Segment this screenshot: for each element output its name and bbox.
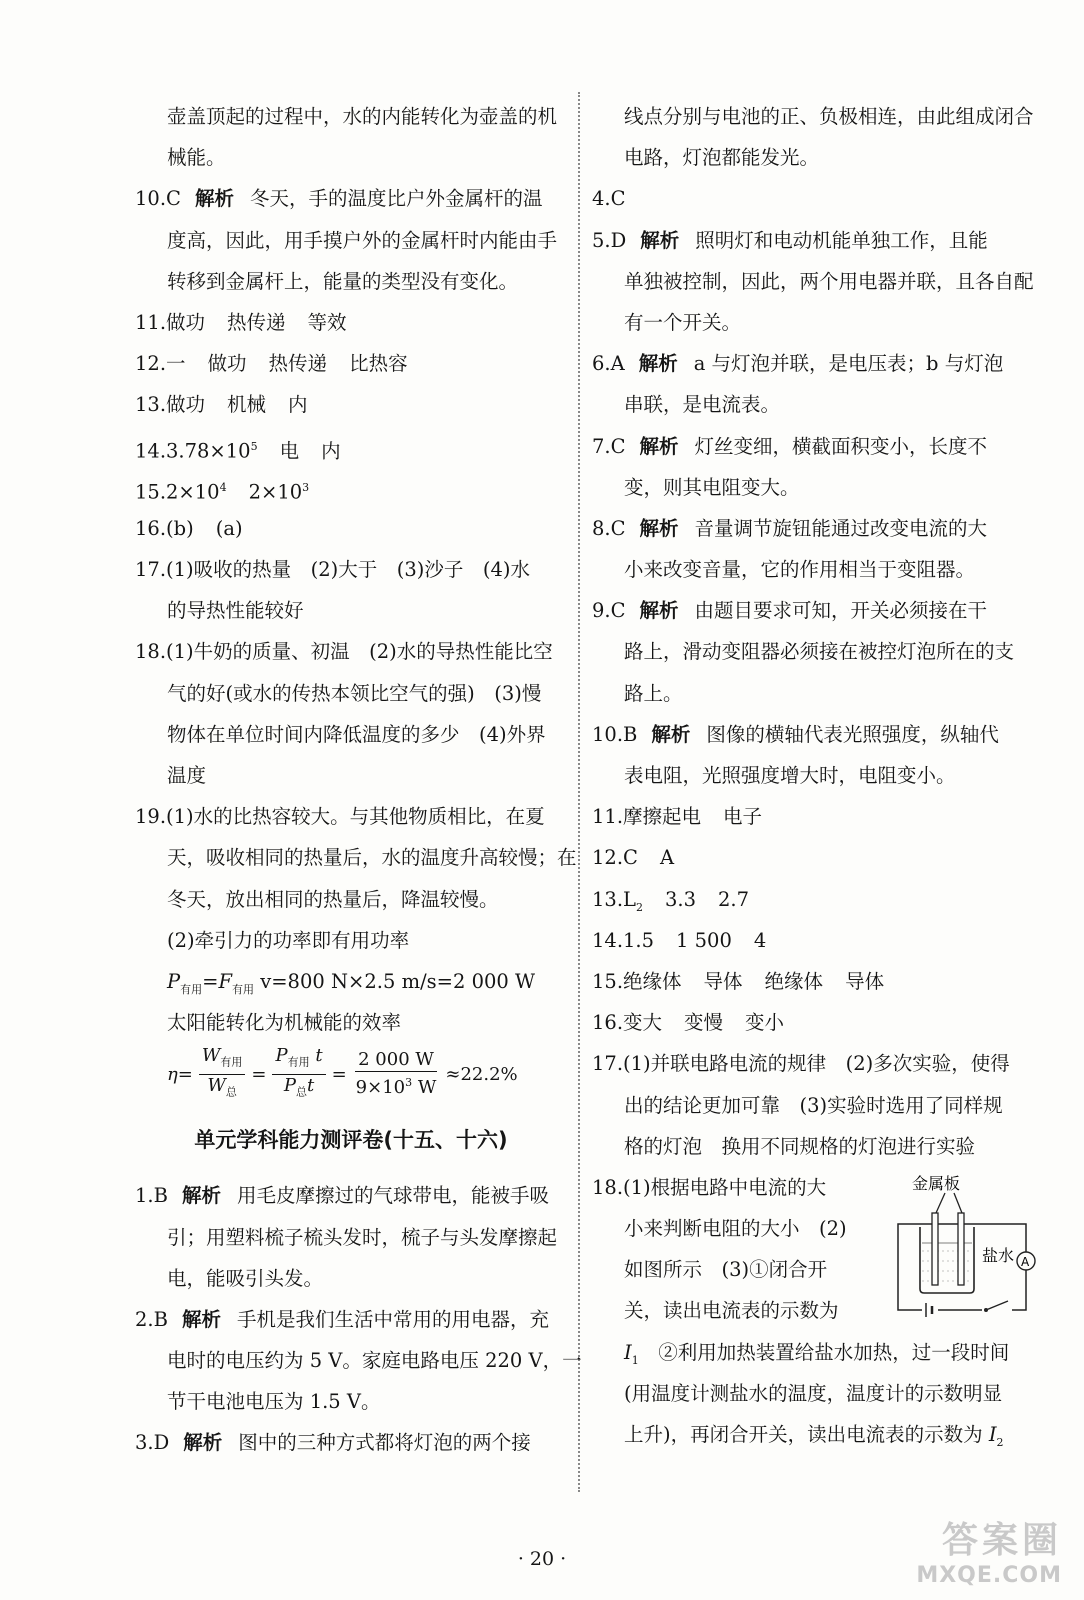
page-number: · 20 · [517,1548,567,1570]
answer-q12: 12.一 做功 热传递 比热容 [135,352,408,376]
answer-s6: 6.A 解析 a 与灯泡并联，是电压表；b 与灯泡 串联，是电流表。 [592,352,1004,417]
answer-s16: 16.变大 变慢 变小 [592,1011,785,1035]
answer-s11: 11.摩擦起电 电子 [592,805,763,829]
beaker [920,1227,974,1293]
answer-s13: $13.L_2$ 3.3 2.7 [592,887,749,914]
text-line: 械能。 [167,146,226,170]
answer-s4: 4.C [592,187,626,211]
text-line: 冬天，手的温度比户外金属杆的温 [249,187,543,211]
analysis-keyword: 解析 [181,1307,221,1331]
answer-s14: 14.1.5 1 500 4 [592,928,767,952]
left-column [135,96,582,1464]
text-line: 度高，因此，用手摸户外的金属杆时内能由手 [167,228,558,252]
section-title: 单元学科能力测评卷(十五、十六) [194,1128,508,1153]
metal-plate-right [958,1213,964,1285]
efficiency-equation: η= $\frac{W_{有用}}{W_总}$ = $\frac{P_{有用} t}{P_总t}$ = $\frac{2 000 W}{9\times 10^3 W}$ ≈22.2% [167,1045,518,1099]
answer-q11: 11.做功 热传递 等效 [135,310,347,334]
answer-q19: 19.(1)水的比热容较大。与其他物质相比，在夏 天，吸收相同的热量后，水的温度升高较慢；在 冬天，放出相同的热量后，降温较慢。 (2)牵引力的功率即有用功率 $P_{有用}=F_{有用}$ v=800 N×2.5 m/s=2 000 W 太阳能转化为机械能的效率 η= $\frac{W_{有用}}{W_总}$ = $\frac{P_{有用} t}{P_总t}$ = $\frac{2 000 W}{9\times 10^3 W}$ ≈22.2% [135,796,567,1105]
analysis-keyword: 解析 [194,187,234,211]
analysis-keyword: 解析 [181,1184,221,1208]
metal-plate-label: 金属板 [912,1173,961,1193]
text-line: 线点分别与电池的正、负极相连，由此组成闭合 [624,105,1034,128]
analysis-keyword: 解析 [638,352,678,376]
text-line: 转移到金属杆上，能量的类型没有变化。 [167,269,519,293]
answer-s9: 9.C 解析 由题目要求可知，开关必须接在干 路上，滑动变阻器必须接在被控灯泡所在的支 路上。 [592,599,1015,705]
analysis-keyword: 解析 [640,228,680,252]
ammeter-label: A [1021,1254,1030,1269]
salt-water-label: 盐水 [982,1245,1015,1265]
answer-q18: 18.(1)牛奶的质量、初温 (2)水的导热性能比空 气的好(或水的传热本领比空气的强) (3)慢 物体在单位时间内降低温度的多少 (4)外界 温度 [135,640,553,787]
answer-q17: 17.(1)吸收的热量 (2)大于 (3)沙子 (4)水 的导热性能较好 [135,558,531,623]
answer-q16: 16.(b) (a) [135,516,243,540]
text-line: 电路，灯泡都能发光。 [624,146,820,170]
answer-s5: 5.D 解析 照明灯和电动机能单独工作，且能 单独被控制，因此，两个用电器并联，且各自配 有一个开关。 [592,228,1034,334]
answer-s8: 8.C 解析 音量调节旋钮能通过改变电流的大 小来改变音量，它的作用相当于变阻器。 [592,516,988,582]
circuit-diagram [890,1169,1040,1329]
answer-s7: 7.C 解析 灯丝变细，横截面积变小，长度不 变，则其电阻变大。 [592,434,988,499]
power-equation: $P_{有用}=F_{有用}$ v=800 N×2.5 m/s=2 000 W [167,969,536,996]
answer-s2: 2.B 解析 手机是我们生活中常用的用电器，充 电时的电压约为 5 V。家庭电路电压 220 V，一 节干电池电压为 1.5 V。 [135,1307,582,1414]
answer-s3: 3.D 解析 图中的三种方式都将灯泡的两个接 [135,1431,531,1455]
answer-s1: 1.B 解析 用毛皮摩擦过的气球带电，能被手吸 引；用塑料梳子梳头发时，梳子与头发摩擦起 电，能吸引头发。 [135,1184,558,1290]
answer-q13: 13.做功 机械 内 [135,393,308,417]
analysis-keyword: 解析 [639,434,679,458]
answer-s10: 10.B 解析 图像的横轴代表光照强度，纵轴代 表电阻，光照强度增大时，电阻变小。 [592,722,999,787]
answer-s17: 17.(1)并联电路电流的规律 (2)多次实验，使得 出的结论更加可靠 (3)实验时选用了同样规 格的灯泡 换用不同规格的灯泡进行实验 [592,1052,1010,1158]
answer-s18: 18.(1)根据电路中电流的大 小来判断电阻的大小 (2) 如图所示 (3)①闭合开 关，读出电流表的示数为 $I_1$ ②利用加热装置给盐水加热，过一段时间 (用温度计测盐水的温度，温度计的示数明显 上升)，再闭合开关，读出电流表的示数为 $I_2$ 金属板 盐水 A [592,1167,1032,1455]
analysis-keyword: 解析 [651,722,691,746]
analysis-keyword: 解析 [183,1431,223,1455]
answer-q14: $14.3.78\times 10^5$ 电 内 [135,439,341,462]
right-column [592,96,1032,1455]
answer-number: 10.C [135,187,181,211]
answer-s12: 12.C A [592,846,675,870]
metal-plate-left [932,1213,938,1285]
analysis-keyword: 解析 [639,516,679,540]
text-line: 壶盖顶起的过程中，水的内能转化为壶盖的机 [167,105,558,128]
answer-s15: 15.绝缘体 导体 绝缘体 导体 [592,969,885,993]
watermark-logo: 答案圈 MXQE.COM [916,1520,1062,1588]
answer-q10 [135,178,567,302]
answer-q15: $15.2\times 10^4$ $2\times 10^3$ [135,480,310,504]
analysis-keyword: 解析 [639,599,679,623]
column-divider [578,92,580,1492]
